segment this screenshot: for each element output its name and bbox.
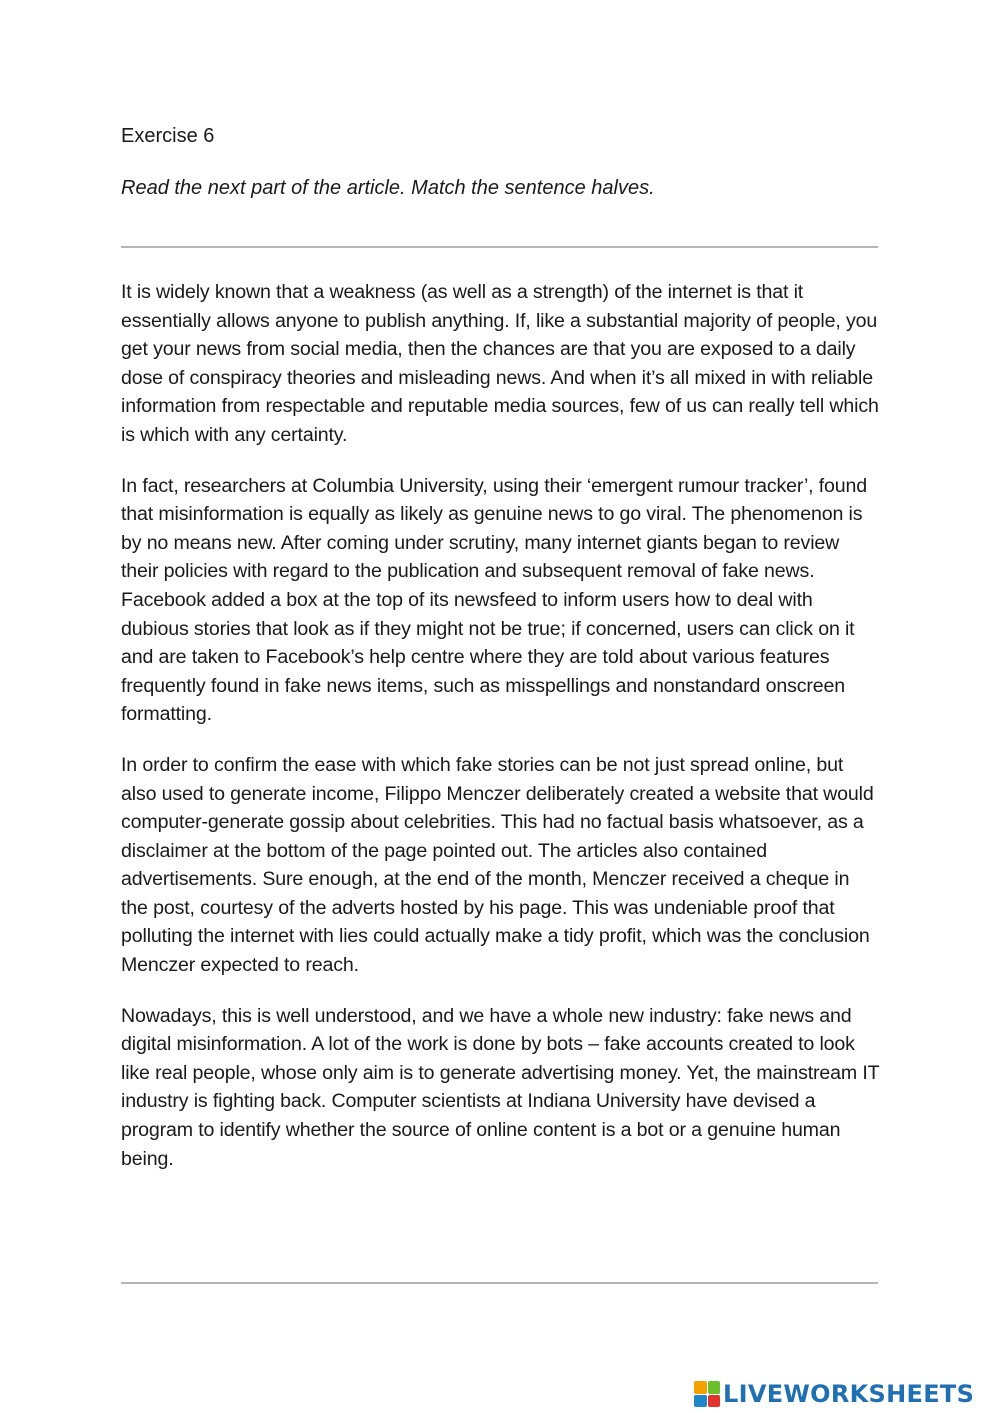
- liveworksheets-logo: [694, 1378, 974, 1410]
- article-paragraph-3: In order to confirm the ease with which fake stories can be not just spread online, but also used to generate income, Filippo Menczer deliberately created a website that would computer-generate gossip about celebrities. This had no factual basis whatsoever, as a disclaimer at the bottom of the page pointed out. The articles also contained advertisements. Sure enough, at the end of the month, Menczer received a cheque in the post, courtesy of the adverts hosted by his page. This was undeniable proof that polluting the internet with lies could actually make a tidy profit, which was the conclusion Menczer expected to reach.: [121, 753, 874, 977]
- article-text: [121, 278, 881, 1195]
- top-divider: [121, 246, 878, 248]
- article-paragraph-2: In fact, researchers at Columbia University, using their ‘emergent rumour tracker’, found that misinformation is equally as likely as genuine news to go viral. The phenomenon is by no means new. After coming under scrutiny, many internet giants began to review their policies with regard to the publication and subsequent removal of fake news. Facebook added a box at the top of its newsfeed to inform users how to deal with dubious stories that look as if they might not be true; if concerned, users can click on it and are taken to Facebook’s help centre where they are told about various features frequently found in fake news items, such as misspellings and nonstandard onscreen formatting.: [121, 474, 868, 726]
- article-paragraph-4: Nowadays, this is well understood, and we have a whole new industry: fake news and digital misinformation. A lot of the work is done by bots – fake accounts created to look like real people, whose only aim is to generate advertising money. Yet, the mainstream IT industry is fighting back. Computer scientists at Indiana University have devised a program to identify whether the source of online content is a bot or a genuine human being.: [121, 1004, 880, 1170]
- liveworksheets-logo-icon: [694, 1381, 720, 1407]
- bottom-divider: [121, 1282, 878, 1284]
- article-paragraph-1: It is widely known that a weakness (as well as a strength) of the internet is that it essentially allows anyone to publish anything. If, like a substantial majority of people, you get your news from social media, then the chances are that you are exposed to a daily dose of conspiracy theories and misleading news. And when it’s all mixed in with reliable information from respectable and reputable media sources, few of us can really tell which is which with any certainty.: [121, 281, 879, 446]
- exercise-title: Exercise 6: [121, 125, 215, 147]
- exercise-instructions: Read the next part of the article. Match the sentence halves.: [121, 177, 655, 199]
- liveworksheets-logo-text: LIVEWORKSHEETS: [723, 1380, 975, 1408]
